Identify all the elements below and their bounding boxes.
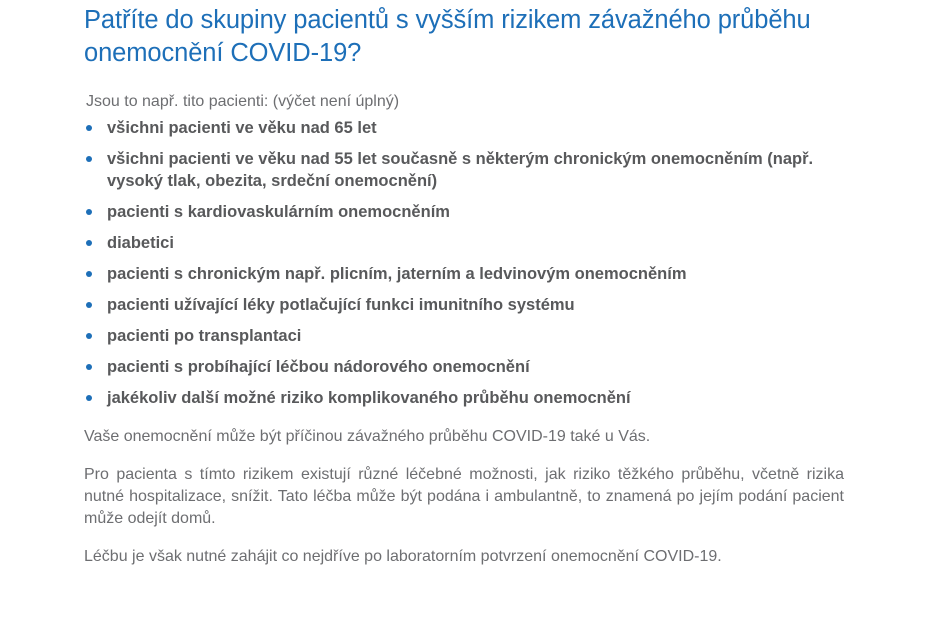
list-item: [84, 356, 844, 378]
list-item: [84, 294, 844, 316]
list-item: [84, 263, 844, 285]
bullet-icon: [86, 156, 92, 162]
document-page: [84, 4, 844, 568]
bullet-icon: [86, 271, 92, 277]
list-item-text: všichni pacienti ve věku nad 55 let současně s některým chronickým onemocněním (např. vysoký tlak, obezita, srdeční onemocnění): [107, 150, 814, 190]
list-item: [84, 117, 844, 139]
list-item-text: diabetici: [107, 234, 174, 252]
list-item-text: pacienti po transplantaci: [107, 327, 302, 345]
paragraph-start-treatment: Léčbu je však nutné zahájit co nejdříve po laboratorním potvrzení onemocnění COVID-19.: [84, 548, 722, 565]
bullet-icon: [86, 302, 92, 308]
list-item: [84, 325, 844, 347]
bullet-icon: [86, 209, 92, 215]
list-item: [84, 232, 844, 254]
list-item: [84, 387, 844, 409]
bullet-icon: [86, 364, 92, 370]
paragraph-risk-note: Vaše onemocnění může být příčinou závažného průběhu COVID-19 také u Vás.: [84, 428, 651, 445]
list-item-text: pacienti s probíhající léčbou nádorového onemocnění: [107, 358, 530, 376]
intro-text: Jsou to např. tito pacienti: (výčet není úplný): [86, 93, 400, 110]
bullet-icon: [86, 240, 92, 246]
list-item-text: všichni pacienti ve věku nad 65 let: [107, 119, 377, 137]
bullet-icon: [86, 395, 92, 401]
risk-group-list: [84, 117, 844, 409]
bullet-icon: [86, 333, 92, 339]
list-item: [84, 148, 844, 192]
page-title: Patříte do skupiny pacientů s vyšším rizikem závažného průběhu onemocnění COVID-19?: [84, 6, 811, 67]
list-item-text: pacienti užívající léky potlačující funkci imunitního systému: [107, 296, 575, 314]
list-item-text: pacienti s chronickým např. plicním, jaterním a ledvinovým onemocněním: [107, 265, 687, 283]
bullet-icon: [86, 125, 92, 131]
list-item-text: jakékoliv další možné riziko komplikovaného průběhu onemocnění: [107, 389, 631, 407]
list-item-text: pacienti s kardiovaskulárním onemocněním: [107, 203, 450, 221]
paragraph-treatment-options: Pro pacienta s tímto rizikem existují různé léčebné možnosti, jak riziko těžkého průběhu, včetně rizika nutné hospitalizace, snížit. Tato léčba může být podána i ambulantně, to znamená po jejím podání pacient může odejít domů.: [84, 466, 844, 527]
list-item: [84, 201, 844, 223]
